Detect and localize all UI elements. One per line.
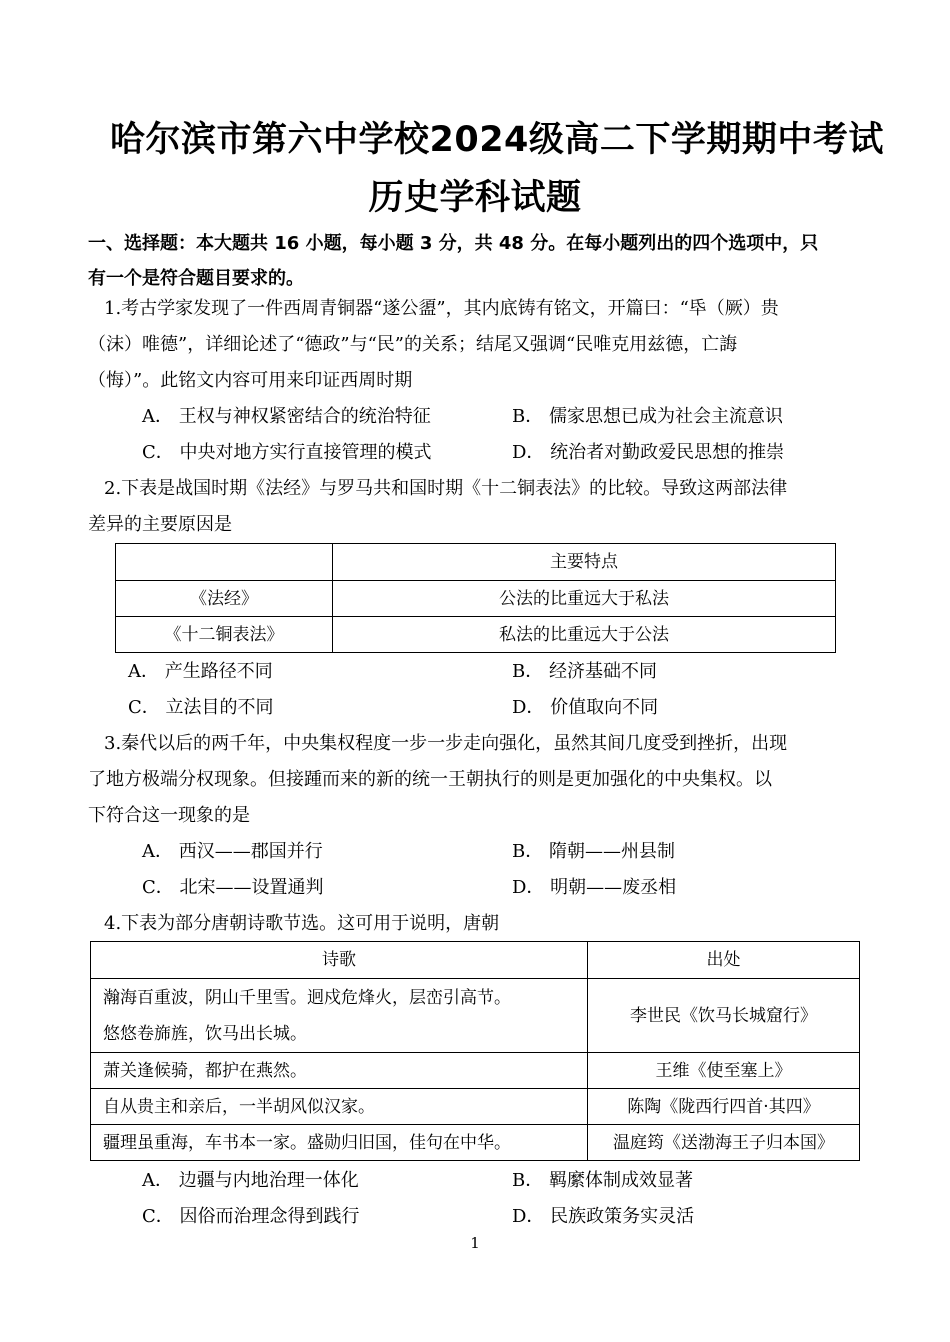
q4-table-source-cell: 温庭筠《送渤海王子归本国》: [588, 1125, 860, 1161]
q1-stem-line3: （悔）”。此铭文内容可用来印证西周时期: [88, 370, 413, 391]
q4-table-source-cell: 陈陶《陇西行四首·其四》: [588, 1089, 860, 1125]
section-heading-line2: 有一个是符合题目要求的。: [88, 268, 304, 289]
table-row: [116, 617, 836, 653]
q2-stem-line1: 2.下表是战国时期《法经》与罗马共和国时期《十二铜表法》的比较。导致这两部法律: [104, 478, 788, 499]
page-number: 1: [470, 1234, 480, 1252]
q1-stem-line1: 1.考古学家发现了一件西周青铜器“遂公盨”，其内底铸有铭文，开篇曰：“氒（厥）贵: [104, 298, 779, 319]
q4-stem: 4.下表为部分唐朝诗歌节选。这可用于说明，唐朝: [104, 913, 500, 934]
q4-table-header-source: 出处: [588, 942, 860, 979]
q1-option-c: C． 中央对地方实行直接管理的模式: [142, 442, 432, 463]
q1-option-d: D． 统治者对勤政爱民思想的推崇: [512, 442, 785, 463]
q2-table-cell: 《十二铜表法》: [116, 617, 333, 653]
exam-title: 哈尔滨市第六中学校2024级高二下学期期中考试: [110, 120, 884, 160]
q4-option-b: B． 羁縻体制成效显著: [512, 1170, 693, 1191]
section-heading-line1: 一、选择题：本大题共 16 小题，每小题 3 分，共 48 分。在每小题列出的四个选项中，只: [88, 233, 819, 254]
q2-table-header-blank: [116, 544, 333, 581]
q4-table-poem-cell: 自从贵主和亲后，一半胡风似汉家。: [91, 1089, 588, 1125]
q4-table: [90, 941, 860, 1161]
q2-table-cell: 私法的比重远大于公法: [333, 617, 836, 653]
q2-option-a: A． 产生路径不同: [128, 661, 273, 682]
q4-table-source-cell: 李世民《饮马长城窟行》: [588, 979, 860, 1053]
q3-stem-line2: 了地方极端分权现象。但接踵而来的新的统一王朝执行的则是更加强化的中央集权。以: [88, 769, 772, 790]
q4-table-source-cell: 王维《使至塞上》: [588, 1053, 860, 1089]
table-row: [91, 979, 860, 1053]
q3-option-a: A． 西汉——郡国并行: [142, 841, 323, 862]
q4-table-header-poem: 诗歌: [91, 942, 588, 979]
q2-stem-line2: 差异的主要原因是: [88, 514, 232, 535]
q4-table-poem-cell: 疆理虽重海，车书本一家。盛勋归旧国，佳句在中华。: [91, 1125, 588, 1161]
q2-table-cell: 公法的比重远大于私法: [333, 581, 836, 617]
q4-poem-line: 瀚海百重波，阴山千里雪。迥戍危烽火，层峦引高节。: [103, 987, 511, 1008]
table-row: [116, 581, 836, 617]
q3-stem-line3: 下符合这一现象的是: [88, 805, 250, 826]
table-row: [91, 1125, 860, 1161]
q1-option-b: B． 儒家思想已成为社会主流意识: [512, 406, 783, 427]
q4-option-d: D． 民族政策务实灵活: [512, 1206, 695, 1227]
exam-subtitle: 历史学科试题: [368, 178, 582, 218]
q3-stem-line1: 3.秦代以后的两千年，中央集权程度一步一步走向强化，虽然其间几度受到挫折，出现: [104, 733, 788, 754]
q3-option-b: B． 隋朝——州县制: [512, 841, 675, 862]
q2-table-cell: 《法经》: [116, 581, 333, 617]
q4-poem-line: 悠悠卷旆旌，饮马出长城。: [103, 1023, 307, 1044]
q3-option-c: C． 北宋——设置通判: [142, 877, 324, 898]
table-row: [91, 1089, 860, 1125]
q4-option-c: C． 因俗而治理念得到践行: [142, 1206, 360, 1227]
q2-option-c: C． 立法目的不同: [128, 697, 274, 718]
q4-option-a: A． 边疆与内地治理一体化: [142, 1170, 359, 1191]
q2-option-d: D． 价值取向不同: [512, 697, 659, 718]
q2-option-b: B． 经济基础不同: [512, 661, 657, 682]
q2-table-header-features: 主要特点: [333, 544, 836, 581]
q2-table: [115, 543, 836, 653]
q3-option-d: D． 明朝——废丞相: [512, 877, 677, 898]
table-row: [91, 1053, 860, 1089]
q1-option-a: A． 王权与神权紧密结合的统治特征: [142, 406, 431, 427]
q1-stem-line2: （沫）唯德”，详细论述了“德政”与“民”的关系；结尾又强调“民唯克用兹德，亡誨: [88, 334, 738, 355]
q4-table-poem-cell: [91, 979, 588, 1053]
q4-table-poem-cell: 萧关逢候骑，都护在燕然。: [91, 1053, 588, 1089]
